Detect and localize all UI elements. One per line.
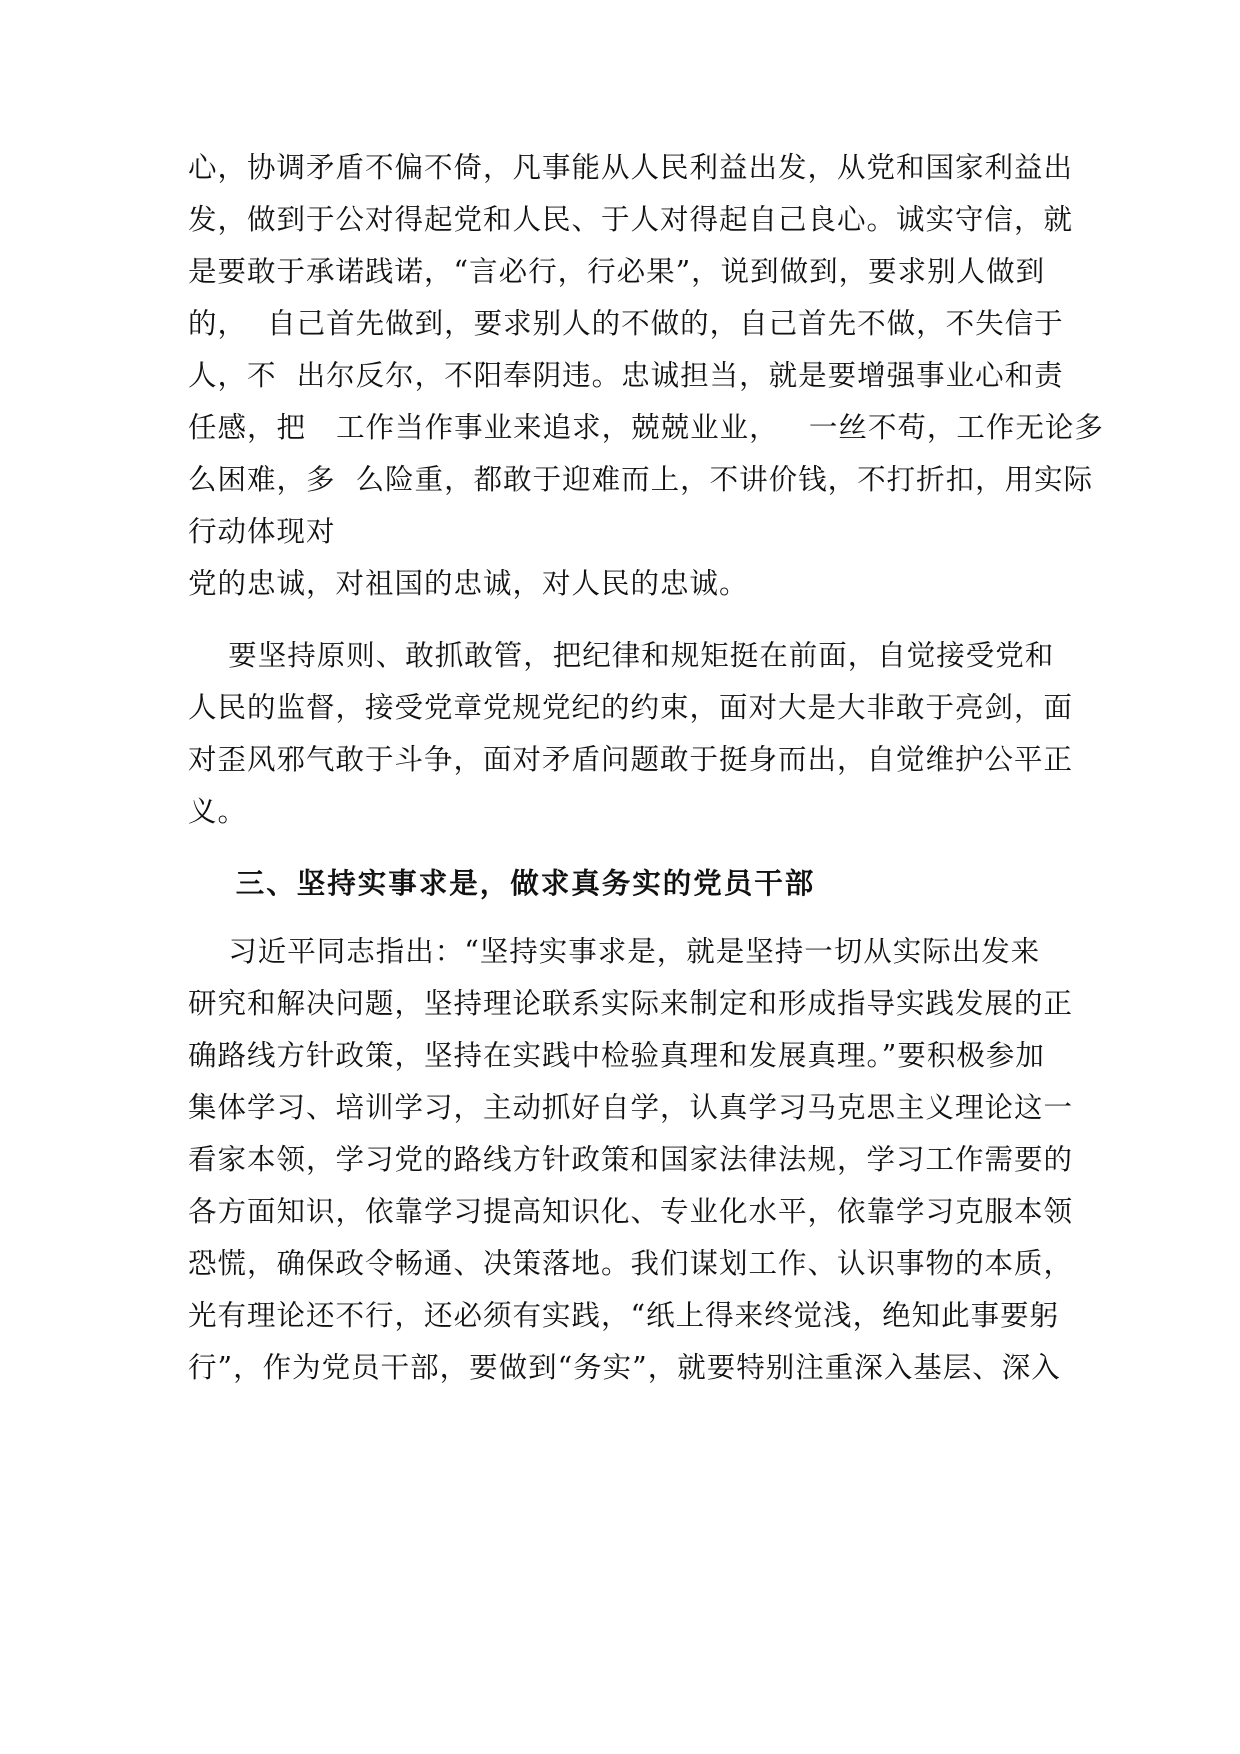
text-line: 对歪风邪气敢于斗争，面对矛盾问题敢于挺身而出，自觉维护公平正: [188, 743, 1074, 776]
text-line: 人，不 出尔反尔，不阳奉阴违。忠诚担当，就是要增强事业心和责: [188, 359, 1064, 392]
text-line: 集体学习、培训学习，主动抓好自学，认真学习马克思主义理论这一: [188, 1091, 1074, 1124]
text-line: 恐慌，确保政令畅通、决策落地。我们谋划工作、认识事物的本质，: [188, 1247, 1074, 1280]
text-line: 义。: [188, 795, 248, 828]
text-line: 行动体现对: [188, 515, 336, 548]
text-line: 习近平同志指出：“坚持实事求是，就是坚持一切从实际出发来: [188, 935, 1041, 968]
text-line: 么困难，多 么险重，都敢于迎难而上，不讲价钱，不打折扣，用实际: [188, 463, 1094, 496]
text-line: 是要敢于承诺践诺，“言必行，行必果”，说到做到，要求别人做到: [188, 255, 1046, 288]
text-line: 的， 自己首先做到，要求别人的不做的，自己首先不做，不失信于: [188, 307, 1064, 340]
section-heading: 三、坚持实事求是，做求真务实的党员干部: [188, 867, 816, 900]
text-line: 要坚持原则、敢抓敢管，把纪律和规矩挺在前面，自觉接受党和: [188, 639, 1055, 672]
text-line: 人民的监督，接受党章党规党纪的约束，面对大是大非敢于亮剑，面: [188, 691, 1074, 724]
text-line: 发，做到于公对得起党和人民、于人对得起自己良心。诚实守信，就: [188, 203, 1074, 236]
text-line: 光有理论还不行，还必须有实践，“纸上得来终觉浅，绝知此事要躬: [188, 1299, 1060, 1332]
text-line: 任感，把 工作当作事业来追求，兢兢业业， 一丝不苟，工作无论多: [188, 411, 1104, 444]
text-line: 党的忠诚，对祖国的忠诚，对人民的忠诚。: [188, 567, 749, 600]
text-line: 行”，作为党员干部，要做到“务实”，就要特别注重深入基层、深入: [188, 1351, 1061, 1384]
text-line: 心，协调矛盾不偏不倚，凡事能从人民利益出发，从党和国家利益出: [188, 151, 1074, 184]
text-line: 看家本领，学习党的路线方针政策和国家法律法规，学习工作需要的: [188, 1143, 1074, 1176]
text-line: 确路线方针政策，坚持在实践中检验真理和发展真理。”要积极参加: [188, 1039, 1045, 1072]
text-line: 各方面知识，依靠学习提高知识化、专业化水平，依靠学习克服本领: [188, 1195, 1074, 1228]
text-line: 研究和解决问题，坚持理论联系实际来制定和形成指导实践发展的正: [188, 987, 1074, 1020]
